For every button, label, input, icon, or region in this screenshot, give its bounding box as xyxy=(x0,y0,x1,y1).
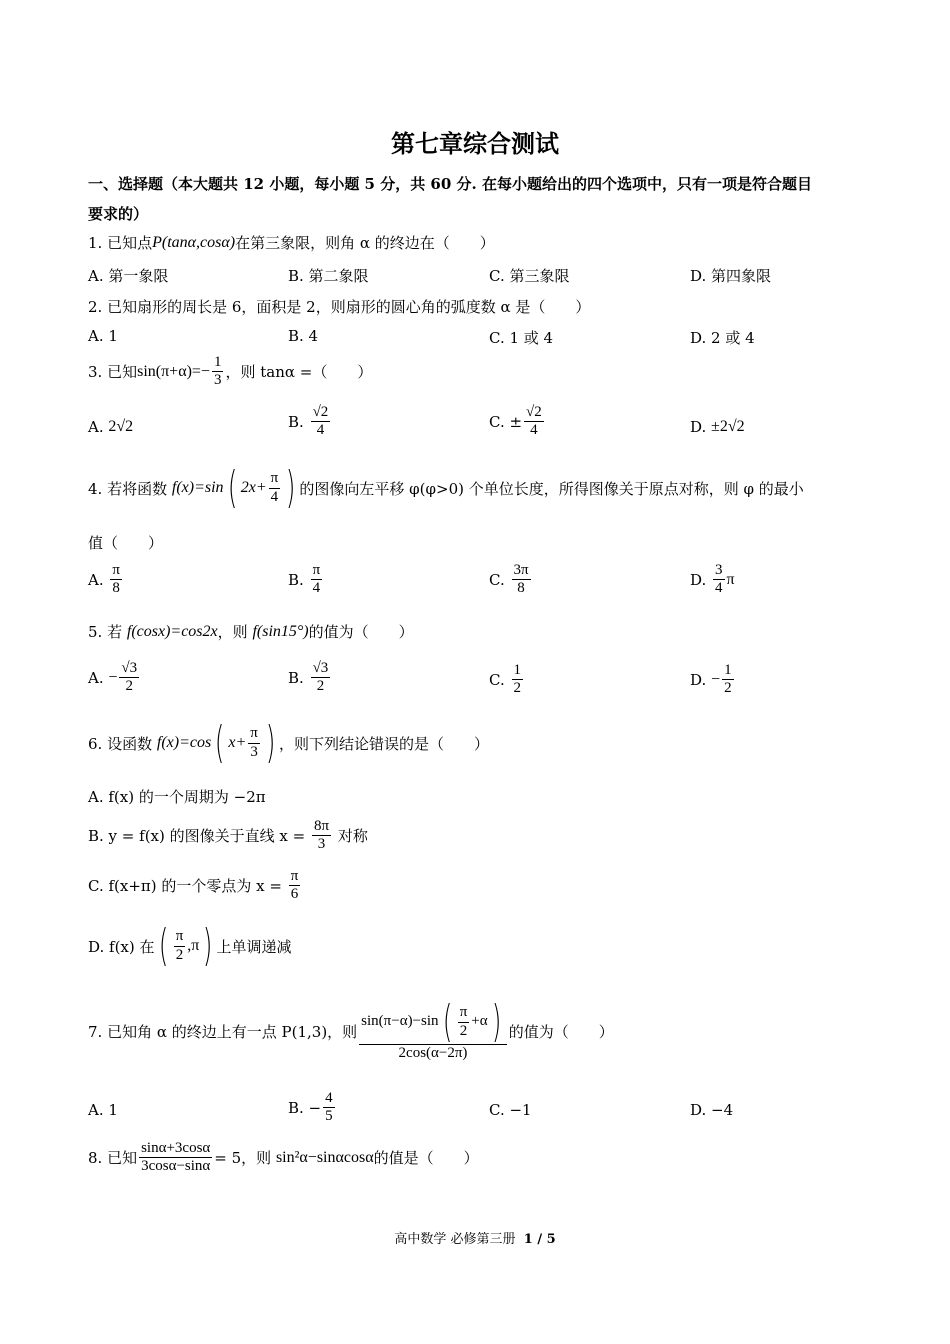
q3-option-d: D. ±2√2 xyxy=(690,418,745,436)
q1-prefix: 1. 已知点 xyxy=(88,234,153,252)
q3-prefix: 3. 已知 xyxy=(88,363,138,382)
question-2: 2. 已知扇形的周长是 6，面积是 2，则扇形的圆心角的弧度数 α 是（ ） xyxy=(88,298,591,316)
q4-option-c: C. $\frac{3\pi}{8}$ xyxy=(489,562,529,597)
q7-option-a: A. 1 xyxy=(88,1101,118,1119)
q4-fraction: $\frac{\pi}{4}$ xyxy=(270,470,279,505)
section-heading-cont: 要求的） xyxy=(88,205,149,223)
q7-fraction: sin(π−α)−sin ( $\frac{\pi}{2}$ +α ) 2cos(α−2π) xyxy=(359,1000,507,1062)
q1-option-a: A. 第一象限 xyxy=(88,267,169,285)
question-8: 8. 已知 $\frac{\sin\alpha+3\cos\alpha}{3\cos\alpha-\sin\alpha}$ = 5，则 sin²α−sinαcosα 的值是（ ） xyxy=(88,1140,479,1175)
q5-option-c: C. $\frac{1}{2}$ xyxy=(489,662,521,697)
question-6: 6. 设函数 f(x)=cos ( x+ $\frac{\pi}{3}$ ) ，则下列结论错误的是（ ） xyxy=(88,717,490,768)
q6-option-d: D. f(x) 在 ( $\frac{\pi}{2}$ ,π ) 上单调递减 xyxy=(88,920,292,971)
question-5: 5. 若 f(cosx)=cos2x ，则 f(sin15°) 的值为（ ） xyxy=(88,622,414,641)
q1-suffix: 在第三象限，则角 α 的终边在（ ） xyxy=(235,234,495,252)
q4-continuation: 值（ ） xyxy=(88,534,164,552)
q3-fraction: $\frac{1}{3}$ xyxy=(213,354,222,389)
q7-suffix: 的值为（ ） xyxy=(508,1022,614,1041)
q3-option-b: B. $\frac{√2}{4}$ xyxy=(288,404,329,439)
q7-option-b: B. − $\frac{4}{5}$ xyxy=(288,1090,333,1125)
q5-math-1: f(cosx)=cos2x xyxy=(126,622,218,640)
q1-option-b: B. 第二象限 xyxy=(288,267,369,285)
q3-option-a: A. 2√2 xyxy=(88,418,134,436)
q3-option-c: C. ± $\frac{√2}{4}$ xyxy=(489,404,542,439)
q2-option-d: D. 2 或 4 xyxy=(690,329,755,347)
q2-option-b: B. 4 xyxy=(288,327,319,345)
section-heading: 一、选择题（本大题共 12 小题，每小题 5 分，共 60 分. 在每小题给出的四个选项中，只有一项是符合题目 xyxy=(88,175,812,193)
q4-prefix: 4. 若将函数 xyxy=(88,479,168,498)
q6-option-b: B. y = f(x) 的图像关于直线 x = $\frac{8\pi}{3}$ 对称 xyxy=(88,818,368,853)
q3-suffix: ，则 tanα =（ ） xyxy=(225,363,373,382)
q8-math: sin²α−sinαcosα xyxy=(275,1148,374,1166)
q1-option-c: C. 第三象限 xyxy=(489,267,570,285)
q5-option-d: D. − $\frac{1}{2}$ xyxy=(690,662,732,697)
q5-option-a: A. − $\frac{√3}{2}$ xyxy=(88,660,138,695)
q5-suffix: 的值为（ ） xyxy=(308,623,414,641)
q5-option-b: B. $\frac{√3}{2}$ xyxy=(288,660,329,695)
q4-option-a: A. $\frac{\pi}{8}$ xyxy=(88,562,120,597)
page-title: 第七章综合测试 xyxy=(391,129,559,158)
q3-math: sin(π+α)=− xyxy=(137,362,210,380)
q1-math: P(tanα,cosα) xyxy=(152,233,236,251)
q7-prefix: 7. 已知角 α 的终边上有一点 P(1,3)，则 xyxy=(88,1022,358,1041)
q8-fraction: $\frac{\sin\alpha+3\cos\alpha}{3\cos\alpha-\sin\alpha}$ xyxy=(141,1140,211,1175)
q6-math: f(x)=cos xyxy=(156,734,212,751)
question-1 xyxy=(88,232,495,253)
q7-option-c: C. −1 xyxy=(489,1101,532,1119)
page-footer xyxy=(0,1228,950,1247)
q1-option-d: D. 第四象限 xyxy=(690,267,772,285)
q6-suffix: ，则下列结论错误的是（ ） xyxy=(279,734,490,753)
q6-option-a: A. f(x) 的一个周期为 −2π xyxy=(88,788,266,806)
q5-math-2: f(sin15°) xyxy=(252,622,309,640)
q2-option-a: A. 1 xyxy=(88,327,118,345)
q4-option-d: D. $\frac{3}{4}$ π xyxy=(690,562,735,597)
page-number: 1 / 5 xyxy=(523,1232,556,1247)
q4-math: f(x)=sin xyxy=(171,479,224,496)
q8-suffix: 的值是（ ） xyxy=(373,1149,479,1168)
question-4: 4. 若将函数 f(x)=sin ( 2x+ $\frac{\pi}{4}$ ) 的图像向左平移 φ(φ>0) 个单位长度，所得图像关于原点对称，则 φ 的最小 xyxy=(88,462,804,513)
q8-prefix: 8. 已知 xyxy=(88,1149,138,1168)
q5-prefix: 5. 若 xyxy=(88,623,123,641)
footer-text: 高中数学 必修第三册 xyxy=(394,1232,516,1247)
q6-option-c: C. f(x+π) 的一个零点为 x = $\frac{\pi}{6}$ xyxy=(88,868,299,903)
q4-option-b: B. $\frac{\pi}{4}$ xyxy=(288,562,321,597)
question-3 xyxy=(88,354,372,390)
q4-suffix: 的图像向左平移 φ(φ>0) 个单位长度，所得图像关于原点对称，则 φ 的最小 xyxy=(299,479,804,498)
q6-prefix: 6. 设函数 xyxy=(88,734,153,753)
question-7 xyxy=(88,996,614,1062)
q2-option-c: C. 1 或 4 xyxy=(489,329,554,347)
q7-option-d: D. −4 xyxy=(690,1101,734,1119)
